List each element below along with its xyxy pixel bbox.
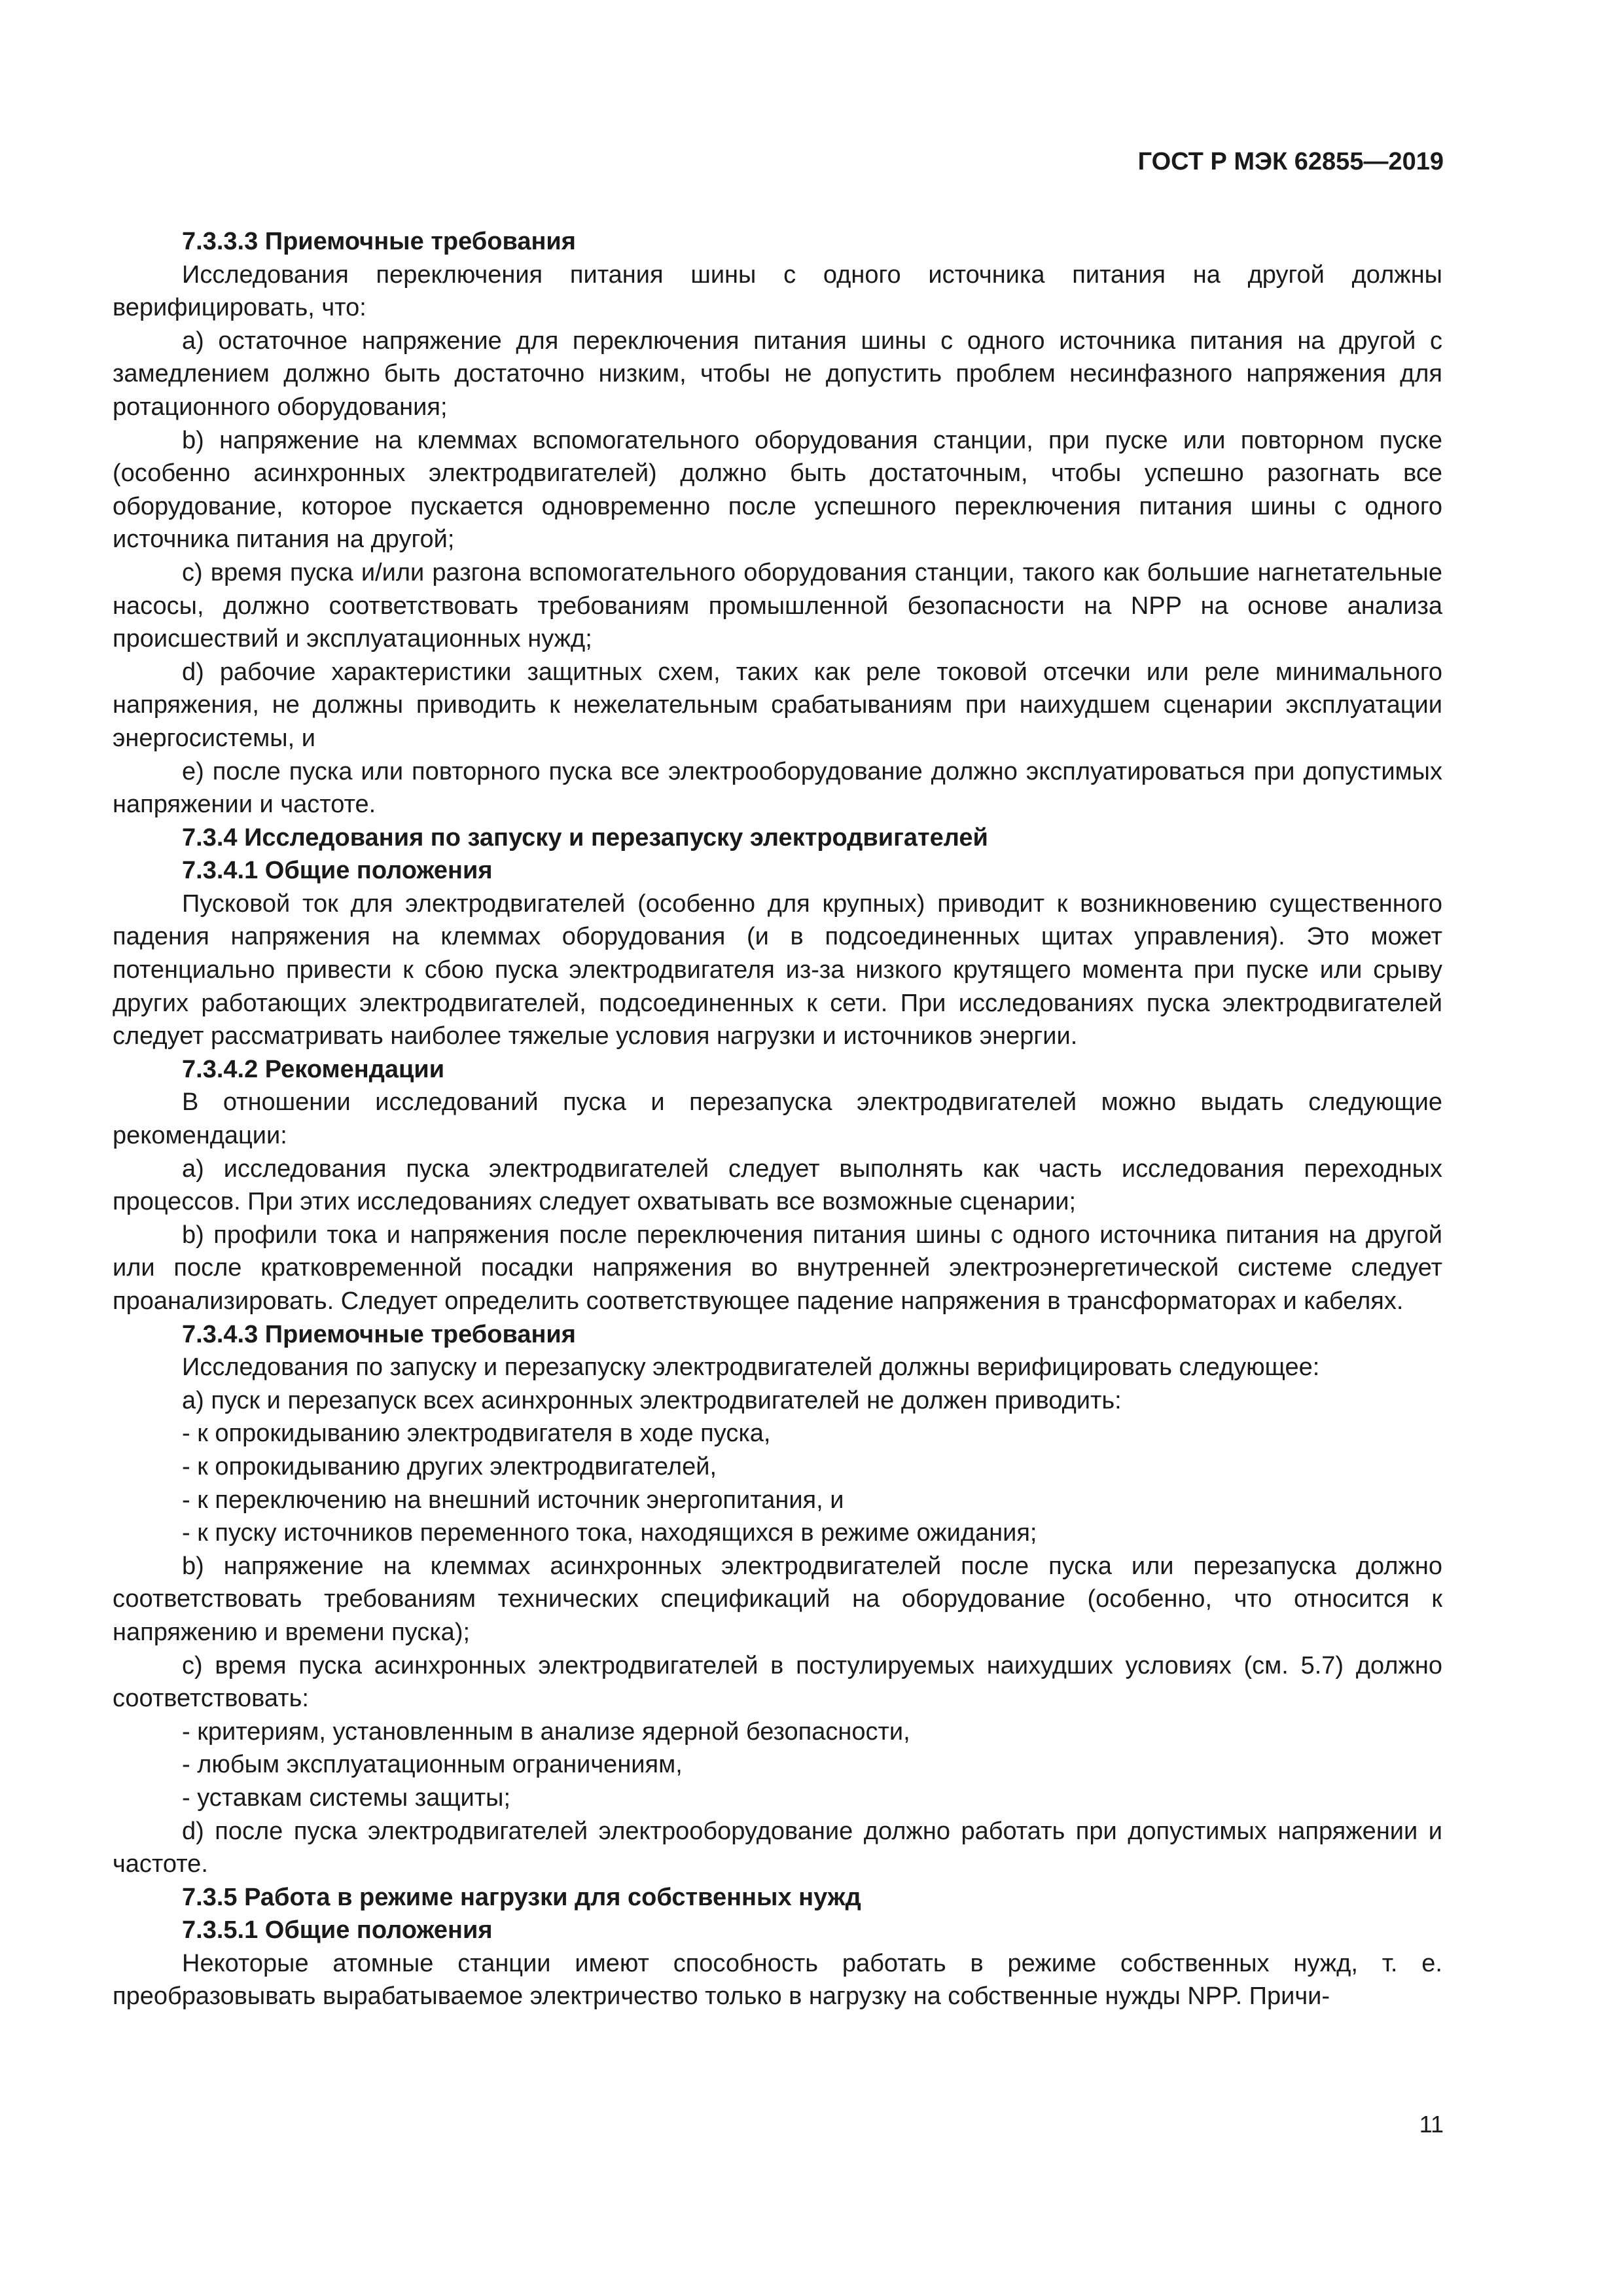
list-item-a: a) остаточное напряжение для переключения питания шины с одного источника питания на другой с замедлением должно быть достаточно низким, чтобы не допустить проблем несинфазного напряжения для ротационного оборудования; — [113, 327, 1442, 421]
list-item-d: d) рабочие характеристики защитных схем, таких как реле токовой отсечки или реле минимального напряжения, не должны приводить к нежелательным срабатываниям при наихудшем сценарии эксплуатации энергосистемы, и — [113, 658, 1442, 752]
heading-7-3-5: 7.3.5 Работа в режиме нагрузки для собственных нужд — [182, 1883, 861, 1911]
paragraph: Пусковой ток для электродвигателей (особенно для крупных) приводит к возникновению существенного падения напряжения на клеммах оборудования (и в подсоединенных щитах управления). Это может потенциально привести к сбою пуска электродвигателя из-за низкого крутящего момента при пуске или срыву других работающих электродвигателей, подсоединенных к сети. При исследованиях пуска электродвигателей следует рассматривать наиболее тяжелые условия нагрузки и источников энергии. — [113, 889, 1442, 1050]
heading-7-3-4-3: 7.3.4.3 Приемочные требования — [182, 1320, 576, 1348]
heading-7-3-3-3: 7.3.3.3 Приемочные требования — [182, 228, 576, 255]
paragraph: Исследования переключения питания шины с одного источника питания на другой должны верифицировать, что: — [113, 260, 1442, 322]
list-item-a: a) пуск и перезапуск всех асинхронных электродвигателей не должен приводить: — [182, 1386, 1122, 1414]
dash-item: - уставкам системы защиты; — [182, 1784, 511, 1812]
dash-item: - критериям, установленным в анализе ядерной безопасности, — [182, 1717, 910, 1746]
dash-item: - к опрокидыванию других электродвигателей, — [182, 1452, 717, 1480]
list-item-c: c) время пуска асинхронных электродвигателей в постулируемых наихудших условиях (см. 5.7) должно соответствовать: — [113, 1651, 1442, 1713]
heading-7-3-4-1: 7.3.4.1 Общие положения — [182, 857, 493, 885]
heading-7-3-5-1: 7.3.5.1 Общие положения — [182, 1916, 493, 1945]
list-item-a: a) исследования пуска электродвигателей следует выполнять как часть исследования переходных процессов. При этих исследованиях следует охватывать все возможные сценарии; — [113, 1155, 1442, 1216]
list-item-c: c) время пуска и/или разгона вспомогательного оборудования станции, такого как большие нагнетательные насосы, должно соответствовать требованиям промышленной безопасности на NPP на основе анализа происшествий и эксплуатационных нужд; — [113, 558, 1442, 653]
list-item-e: e) после пуска или повторного пуска все электрооборудование должно эксплуатироваться при допустимых напряжении и частоте. — [113, 757, 1442, 819]
heading-7-3-4: 7.3.4 Исследования по запуску и перезапуску электродвигателей — [182, 823, 988, 852]
list-item-d: d) после пуска электродвигателей электрооборудование должно работать при допустимых напряжении и частоте. — [113, 1817, 1442, 1878]
paragraph: Некоторые атомные станции имеют способность работать в режиме собственных нужд, т. е. преобразовывать вырабатываемое электричество только в нагрузку на собственные нужды NPP. Причи- — [113, 1949, 1442, 2011]
dash-item: - к переключению на внешний источник энергопитания, и — [182, 1486, 844, 1514]
paragraph: В отношении исследований пуска и перезапуска электродвигателей можно выдать следующие рекомендации: — [113, 1088, 1442, 1150]
list-item-b: b) профили тока и напряжения после переключения питания шины с одного источника питания на другой или после кратковременной посадки напряжения во внутренней электроэнергетической системе следует проанализировать. Следует определить соответствующее падение напряжения в трансформаторах и кабелях. — [113, 1221, 1442, 1315]
dash-item: - к пуску источников переменного тока, находящихся в режиме ожидания; — [182, 1519, 1037, 1547]
page-number: 11 — [1419, 2111, 1444, 2138]
document-header: ГОСТ Р МЭК 62855—2019 — [1137, 148, 1444, 175]
list-item-b: b) напряжение на клеммах вспомогательного оборудования станции, при пуске или повторном пуске (особенно асинхронных электродвигателей) должно быть достаточным, чтобы успешно разогнать все оборудование, которое пускается одновременно после успешного переключения питания шины с одного источника питания на другой; — [113, 426, 1442, 554]
dash-item: - любым эксплуатационным ограничениям, — [182, 1751, 683, 1779]
document-body — [113, 225, 1442, 2013]
dash-item: - к опрокидыванию электродвигателя в ходе пуска, — [182, 1420, 771, 1448]
list-item-b: b) напряжение на клеммах асинхронных электродвигателей после пуска или перезапуска должно соответствовать требованиям технических спецификаций на оборудование (особенно, что относится к напряжению и времени пуска); — [113, 1552, 1442, 1646]
paragraph: Исследования по запуску и перезапуску электродвигателей должны верифицировать следующее: — [182, 1354, 1320, 1382]
heading-7-3-4-2: 7.3.4.2 Рекомендации — [182, 1055, 445, 1083]
